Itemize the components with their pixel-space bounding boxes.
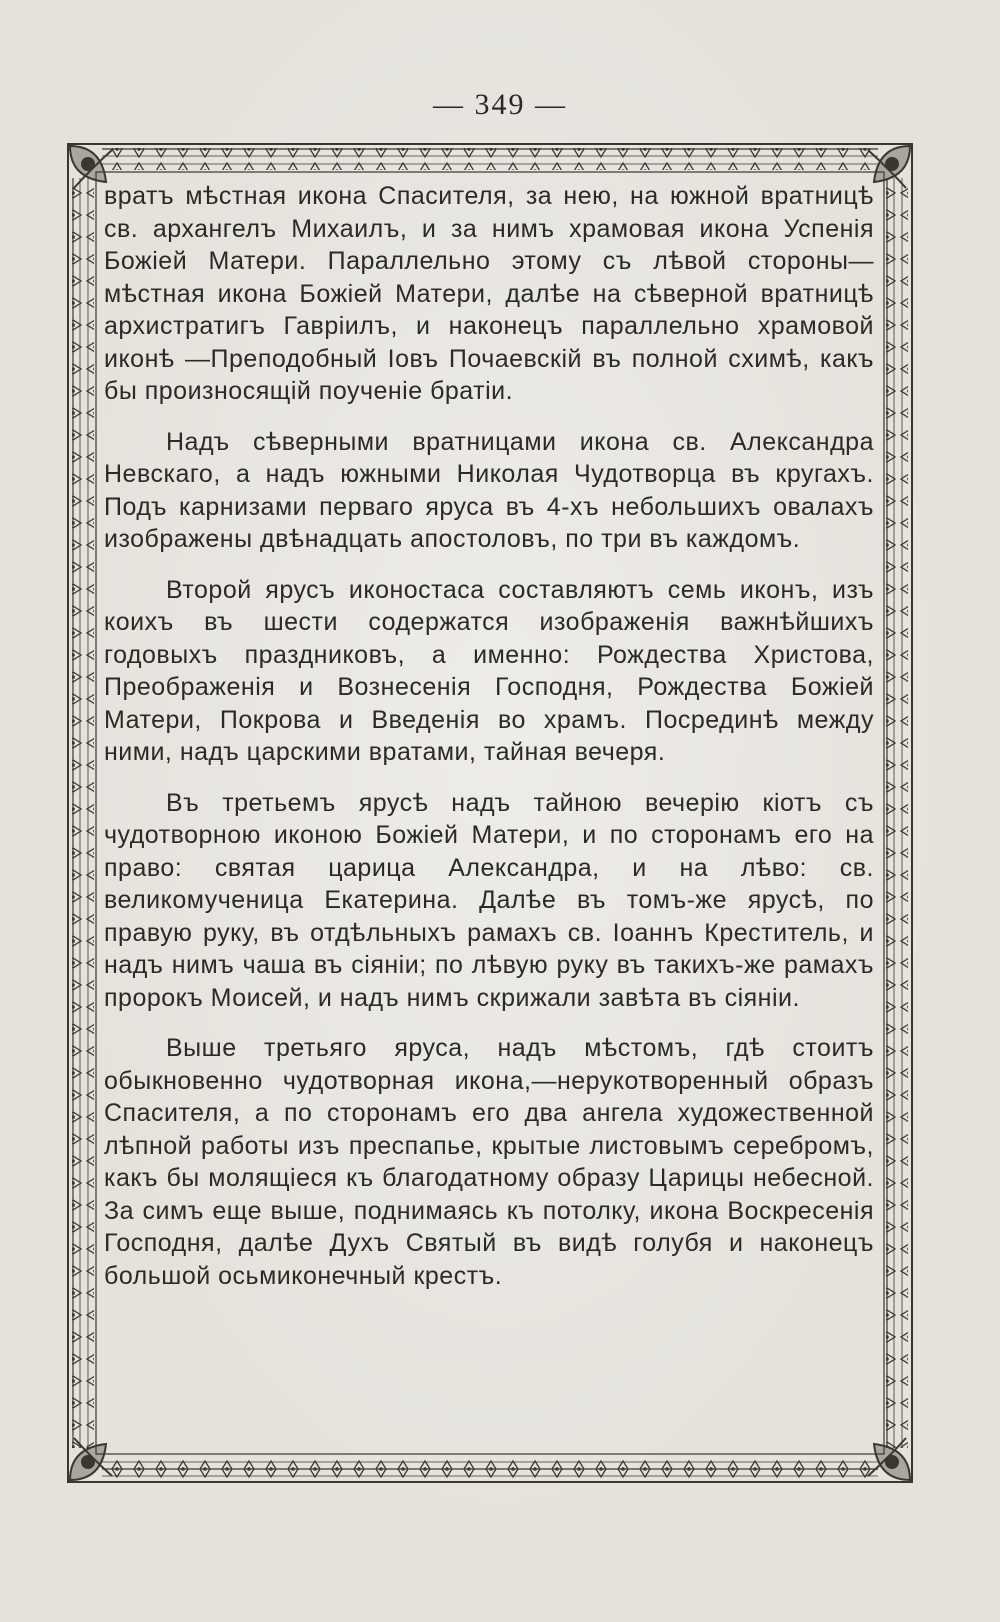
paragraph-2: Надъ сѣверными вратницами икона св. Александра Невскаго, а надъ южными Николая Чудотворца въ кругахъ. Подъ карнизами перваго яруса въ 4-хъ небольшихъ овалахъ изображены двѣнадцать апостоловъ, по три въ каждомъ.: [104, 427, 874, 553]
page-number: — 349 —: [433, 88, 567, 121]
paragraph-3: Второй ярусъ иконостаса составляютъ семь иконъ, изъ коихъ въ шести содержатся изображенія важнѣйшихъ годовыхъ праздниковъ, а именно: Рождества Христова, Преображенія и Вознесенія Господня, Рождества Божіей Матери, Покрова и Введенія во храмъ. Посрединѣ между ними, надъ царскими вратами, тайная вечеря.: [104, 575, 874, 766]
paragraph-4: Въ третьемъ ярусѣ надъ тайною вечерію кіотъ съ чудотворною иконою Божіей Матери, и по сторонамъ его на право: святая царица Александра, и на лѣво: св. великомученица Екатерина. Далѣе въ томъ-же ярусѣ, по правую руку, въ отдѣльныхъ рамахъ св. Іоаннъ Креститель, и надъ нимъ чаша въ сіяніи; по лѣвую руку въ такихъ-же рамахъ пророкъ Моисей, и надъ нимъ скрижали завѣта въ сіяніи.: [104, 788, 874, 1012]
paragraph-5: Выше третьяго яруса, надъ мѣстомъ, гдѣ стоитъ обыкновенно чудотворная икона,—нерукотворенный образъ Спасителя, а по сторонамъ его два ангела художественной лѣпной работы изъ преспапье, крытые листовымъ серебромъ, какъ бы молящіеся къ благодатному образу Царицы небесной. За симъ еще выше, поднимаясь къ потолку, икона Воскресенія Господня, далѣе Духъ Святый въ видѣ голубя и наконецъ большой осьмиконечный крестъ.: [104, 1034, 874, 1290]
body-text: [104, 180, 874, 1440]
paragraph-1: вратъ мѣстная икона Спасителя, за нею, на южной вратницѣ св. архангелъ Михаилъ, и за нимъ храмовая икона Успенія Божіей Матери. Параллельно этому съ лѣвой стороны—мѣстная икона Божіей Матери, далѣе на сѣверной вратницѣ архистратигъ Гавріилъ, и наконецъ параллельно храмовой иконѣ —Преподобный Іовъ Почаевскій въ полной схимѣ, какъ бы произносящій поученіе братіи.: [104, 182, 874, 405]
